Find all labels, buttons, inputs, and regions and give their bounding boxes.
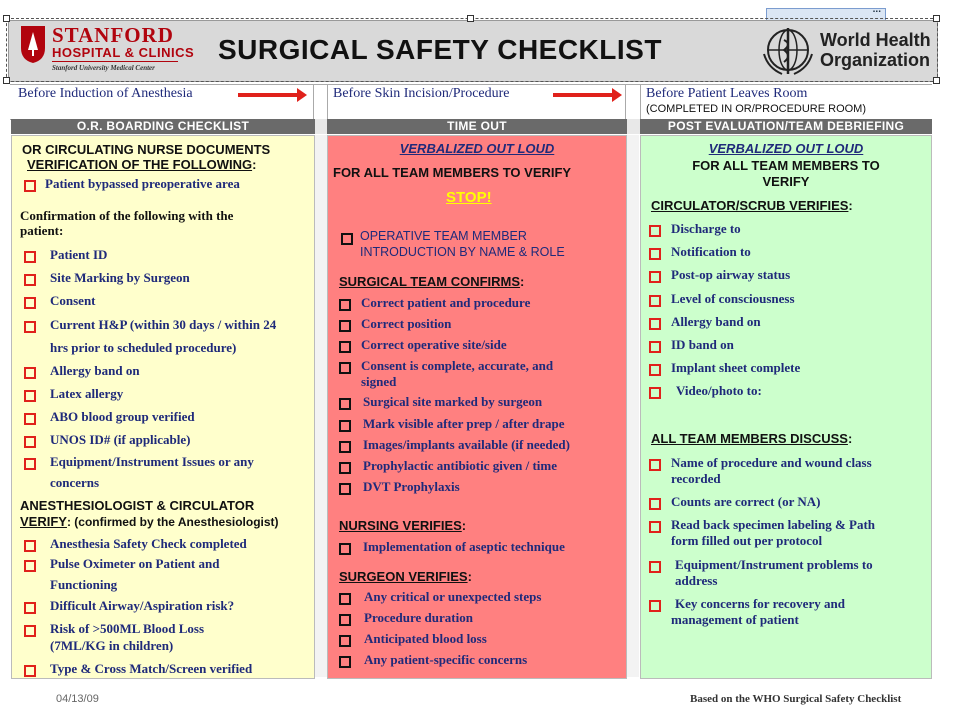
divider [627, 135, 639, 677]
all-team-text: ALL TEAM MEMBERS DISCUSS [651, 431, 848, 446]
surgeon-item: Anticipated blood loss [364, 631, 487, 646]
selection-handle[interactable] [933, 77, 940, 84]
confirmation-label: patient: [20, 223, 64, 238]
anesthesia-item: Anesthesia Safety Check completed [50, 536, 247, 551]
footer-note: Based on the WHO Surgical Safety Checklist [690, 693, 902, 705]
surgical-item-continued: signed [361, 374, 397, 389]
checkbox[interactable] [339, 420, 351, 432]
checkbox[interactable] [24, 274, 36, 286]
surgical-item: DVT Prophylaxis [363, 479, 460, 494]
team-item: Name of procedure and wound class [671, 455, 872, 470]
anesthesia-item: Pulse Oximeter on Patient and [50, 556, 220, 571]
checkbox[interactable] [24, 251, 36, 263]
heading-colon: : [467, 569, 472, 584]
team-item: Read back specimen labeling & Path [671, 517, 876, 532]
verbalized-out-loud: VERBALIZED OUT LOUD [399, 141, 555, 156]
team-item-continued: recorded [671, 471, 721, 486]
footer-date: 04/13/09 [56, 693, 99, 705]
team-item-continued: form filled out per protocol [671, 533, 823, 548]
divider [52, 61, 178, 62]
checkbox[interactable] [339, 614, 351, 626]
who-line-2: Organization [820, 50, 931, 70]
checklist-item: Current H&P (within 30 days / within 24 [50, 317, 277, 332]
selection-handle[interactable] [3, 77, 10, 84]
checkbox[interactable] [649, 271, 661, 283]
checkbox[interactable] [24, 390, 36, 402]
surgeon-text: SURGEON VERIFIES [339, 569, 468, 584]
checkbox[interactable] [24, 180, 36, 192]
checkbox[interactable] [649, 387, 661, 399]
anesthesia-item-continued: Functioning [50, 577, 118, 592]
who-line-1: World Health [820, 30, 931, 50]
checklist-item: Latex allergy [50, 386, 124, 401]
stanford-name: STANFORD [52, 23, 174, 47]
confirmation-label: Confirmation of the following with the [20, 208, 234, 223]
page-title: SURGICAL SAFETY CHECKLIST [218, 34, 662, 65]
checkbox[interactable] [339, 543, 351, 555]
team-item-continued: address [675, 573, 718, 588]
checkbox[interactable] [649, 295, 661, 307]
arrow-right-icon [238, 93, 298, 97]
circulator-item: Post-op airway status [671, 267, 791, 282]
stanford-subtitle: HOSPITAL & CLINICS [52, 45, 195, 60]
checkbox[interactable] [339, 593, 351, 605]
surgeon-item: Any patient-specific concerns [364, 652, 528, 667]
phase-before-incision: Before Skin Incision/Procedure [333, 86, 510, 101]
surgeon-item: Procedure duration [364, 610, 473, 625]
divider [315, 119, 327, 134]
who-emblem-icon [762, 24, 814, 76]
anesthesia-item-continued: (7ML/KG in children) [50, 638, 174, 653]
circulator-item: Notification to [671, 244, 751, 259]
checkbox[interactable] [24, 560, 36, 572]
checkbox[interactable] [649, 341, 661, 353]
verification-heading [27, 157, 256, 172]
checkbox[interactable] [649, 225, 661, 237]
anesthesia-item: Risk of >500ML Blood Loss [50, 621, 205, 636]
checkbox[interactable] [339, 362, 351, 374]
checklist-item: ABO blood group verified [50, 409, 195, 424]
nursing-item: Implementation of aseptic technique [363, 539, 565, 554]
divider [315, 135, 327, 677]
heading-colon: : [848, 198, 853, 213]
divider [627, 119, 640, 134]
verification-heading-text: VERIFICATION OF THE FOLLOWING [27, 157, 253, 172]
phase-note: (COMPLETED IN OR/PROCEDURE ROOM) [646, 103, 867, 115]
checklist-item: Equipment/Instrument Issues or any [50, 454, 254, 469]
checkbox[interactable] [24, 297, 36, 309]
heading-colon: : [252, 157, 257, 172]
checkbox[interactable] [24, 321, 36, 333]
team-item: Key concerns for recovery and [675, 596, 845, 611]
circulator-item: Level of consciousness [671, 291, 795, 306]
checkbox[interactable] [339, 635, 351, 647]
checkbox[interactable] [24, 602, 36, 614]
checkbox[interactable] [649, 561, 661, 573]
surgical-team-confirms-heading [339, 274, 524, 289]
anesthesia-item: Type & Cross Match/Screen verified [50, 661, 253, 676]
stop-label: STOP! [446, 189, 492, 206]
checkbox[interactable] [339, 398, 351, 410]
circulator-item: Video/photo to: [676, 383, 762, 398]
heading-colon: : [461, 518, 467, 533]
checkbox[interactable] [24, 665, 36, 677]
column-header-timeout: TIME OUT [327, 119, 627, 134]
checkbox[interactable] [339, 483, 351, 495]
verbalized-out-loud: VERBALIZED OUT LOUD [708, 141, 864, 156]
surgeon-item: Any critical or unexpected steps [364, 589, 542, 604]
operative-team-item: OPERATIVE TEAM MEMBER [360, 229, 527, 243]
team-item: Equipment/Instrument problems to [675, 557, 873, 572]
anesthesia-item: Difficult Airway/Aspiration risk? [50, 598, 235, 613]
all-team-discuss-heading [651, 431, 852, 446]
surgical-item: Mark visible after prep / after drape [363, 416, 565, 431]
stanford-center: Stanford University Medical Center [52, 64, 155, 72]
checklist-item: UNOS ID# (if applicable) [50, 432, 191, 447]
team-item: Counts are correct (or NA) [671, 494, 821, 509]
surgeon-verifies-heading [339, 569, 472, 584]
checklist-item: Allergy band on [50, 363, 140, 378]
checkbox[interactable] [24, 367, 36, 379]
checklist-item-continued: concerns [50, 475, 100, 490]
checkbox[interactable] [649, 459, 661, 471]
for-all-team-members: VERIFY [762, 174, 810, 189]
circulator-item: ID band on [671, 337, 734, 352]
arrow-right-icon [553, 93, 613, 97]
column-header-debrief: POST EVALUATION/TEAM DEBRIEFING [640, 119, 932, 134]
surgical-item: Correct operative site/side [361, 337, 507, 352]
checklist-item: Patient ID [50, 247, 108, 262]
checkbox[interactable] [339, 320, 351, 332]
checkbox[interactable] [339, 462, 351, 474]
selection-handle[interactable] [933, 15, 940, 22]
anesthesiologist-heading: ANESTHESIOLOGIST & CIRCULATOR [20, 498, 255, 513]
surgical-item: Images/implants available (if needed) [363, 437, 570, 452]
surgical-item: Correct patient and procedure [361, 295, 531, 310]
team-item-continued: management of patient [671, 612, 799, 627]
circulator-item: Allergy band on [671, 314, 761, 329]
checkbox[interactable] [339, 341, 351, 353]
surgical-item: Correct position [361, 316, 452, 331]
checkbox[interactable] [339, 441, 351, 453]
surgical-team-text: SURGICAL TEAM CONFIRMS [339, 274, 521, 289]
surgical-item: Surgical site marked by surgeon [363, 394, 543, 409]
anesthesiologist-verify [20, 514, 279, 530]
verify-text: VERIFY [20, 514, 67, 529]
checkbox[interactable] [24, 540, 36, 552]
stanford-tree-logo-icon [18, 24, 48, 64]
phase-before-induction: Before Induction of Anesthesia [18, 86, 193, 101]
checkbox[interactable] [649, 600, 661, 612]
heading-colon: : [847, 431, 853, 446]
surgical-item: Prophylactic antibiotic given / time [363, 458, 558, 473]
checkbox[interactable] [339, 299, 351, 311]
who-name [820, 30, 931, 70]
confirmed-note: : (confirmed by the Anesthesiologist) [66, 515, 279, 529]
checkbox[interactable] [649, 521, 661, 533]
checkbox[interactable] [649, 248, 661, 260]
checkbox[interactable] [24, 458, 36, 470]
circulator-scrub-heading [651, 198, 853, 213]
circulator-item: Discharge to [671, 221, 741, 236]
checkbox[interactable] [649, 498, 661, 510]
checklist-item: Consent [50, 293, 96, 308]
circulator-item: Implant sheet complete [671, 360, 801, 375]
checkbox[interactable] [339, 656, 351, 668]
checkbox[interactable] [341, 233, 353, 245]
bypass-label: Patient bypassed preoperative area [45, 176, 240, 191]
nursing-verifies-heading [339, 518, 466, 533]
phase-before-leaves: Before Patient Leaves Room [646, 86, 808, 101]
toolbar-dots[interactable]: ... [872, 4, 881, 15]
circulator-text: CIRCULATOR/SCRUB VERIFIES [651, 198, 849, 213]
surgical-item: Consent is complete, accurate, and [361, 358, 554, 373]
checkbox[interactable] [24, 436, 36, 448]
checklist-item-continued: hrs prior to scheduled procedure) [50, 340, 237, 355]
checkbox[interactable] [649, 364, 661, 376]
nurse-documents-heading: OR CIRCULATING NURSE DOCUMENTS [22, 142, 271, 157]
checkbox[interactable] [24, 625, 36, 637]
heading-colon: : [520, 274, 525, 289]
checklist-item: Site Marking by Surgeon [50, 270, 190, 285]
checkbox[interactable] [24, 413, 36, 425]
checkbox[interactable] [649, 318, 661, 330]
nursing-text: NURSING VERIFIES [339, 518, 462, 533]
operative-team-item-continued: INTRODUCTION BY NAME & ROLE [360, 245, 565, 259]
selection-handle[interactable] [467, 15, 474, 22]
selection-handle[interactable] [3, 15, 10, 22]
for-all-team-members: FOR ALL TEAM MEMBERS TO [692, 158, 880, 173]
for-all-team-members: FOR ALL TEAM MEMBERS TO VERIFY [333, 165, 572, 180]
column-header-boarding: O.R. BOARDING CHECKLIST [11, 119, 315, 134]
